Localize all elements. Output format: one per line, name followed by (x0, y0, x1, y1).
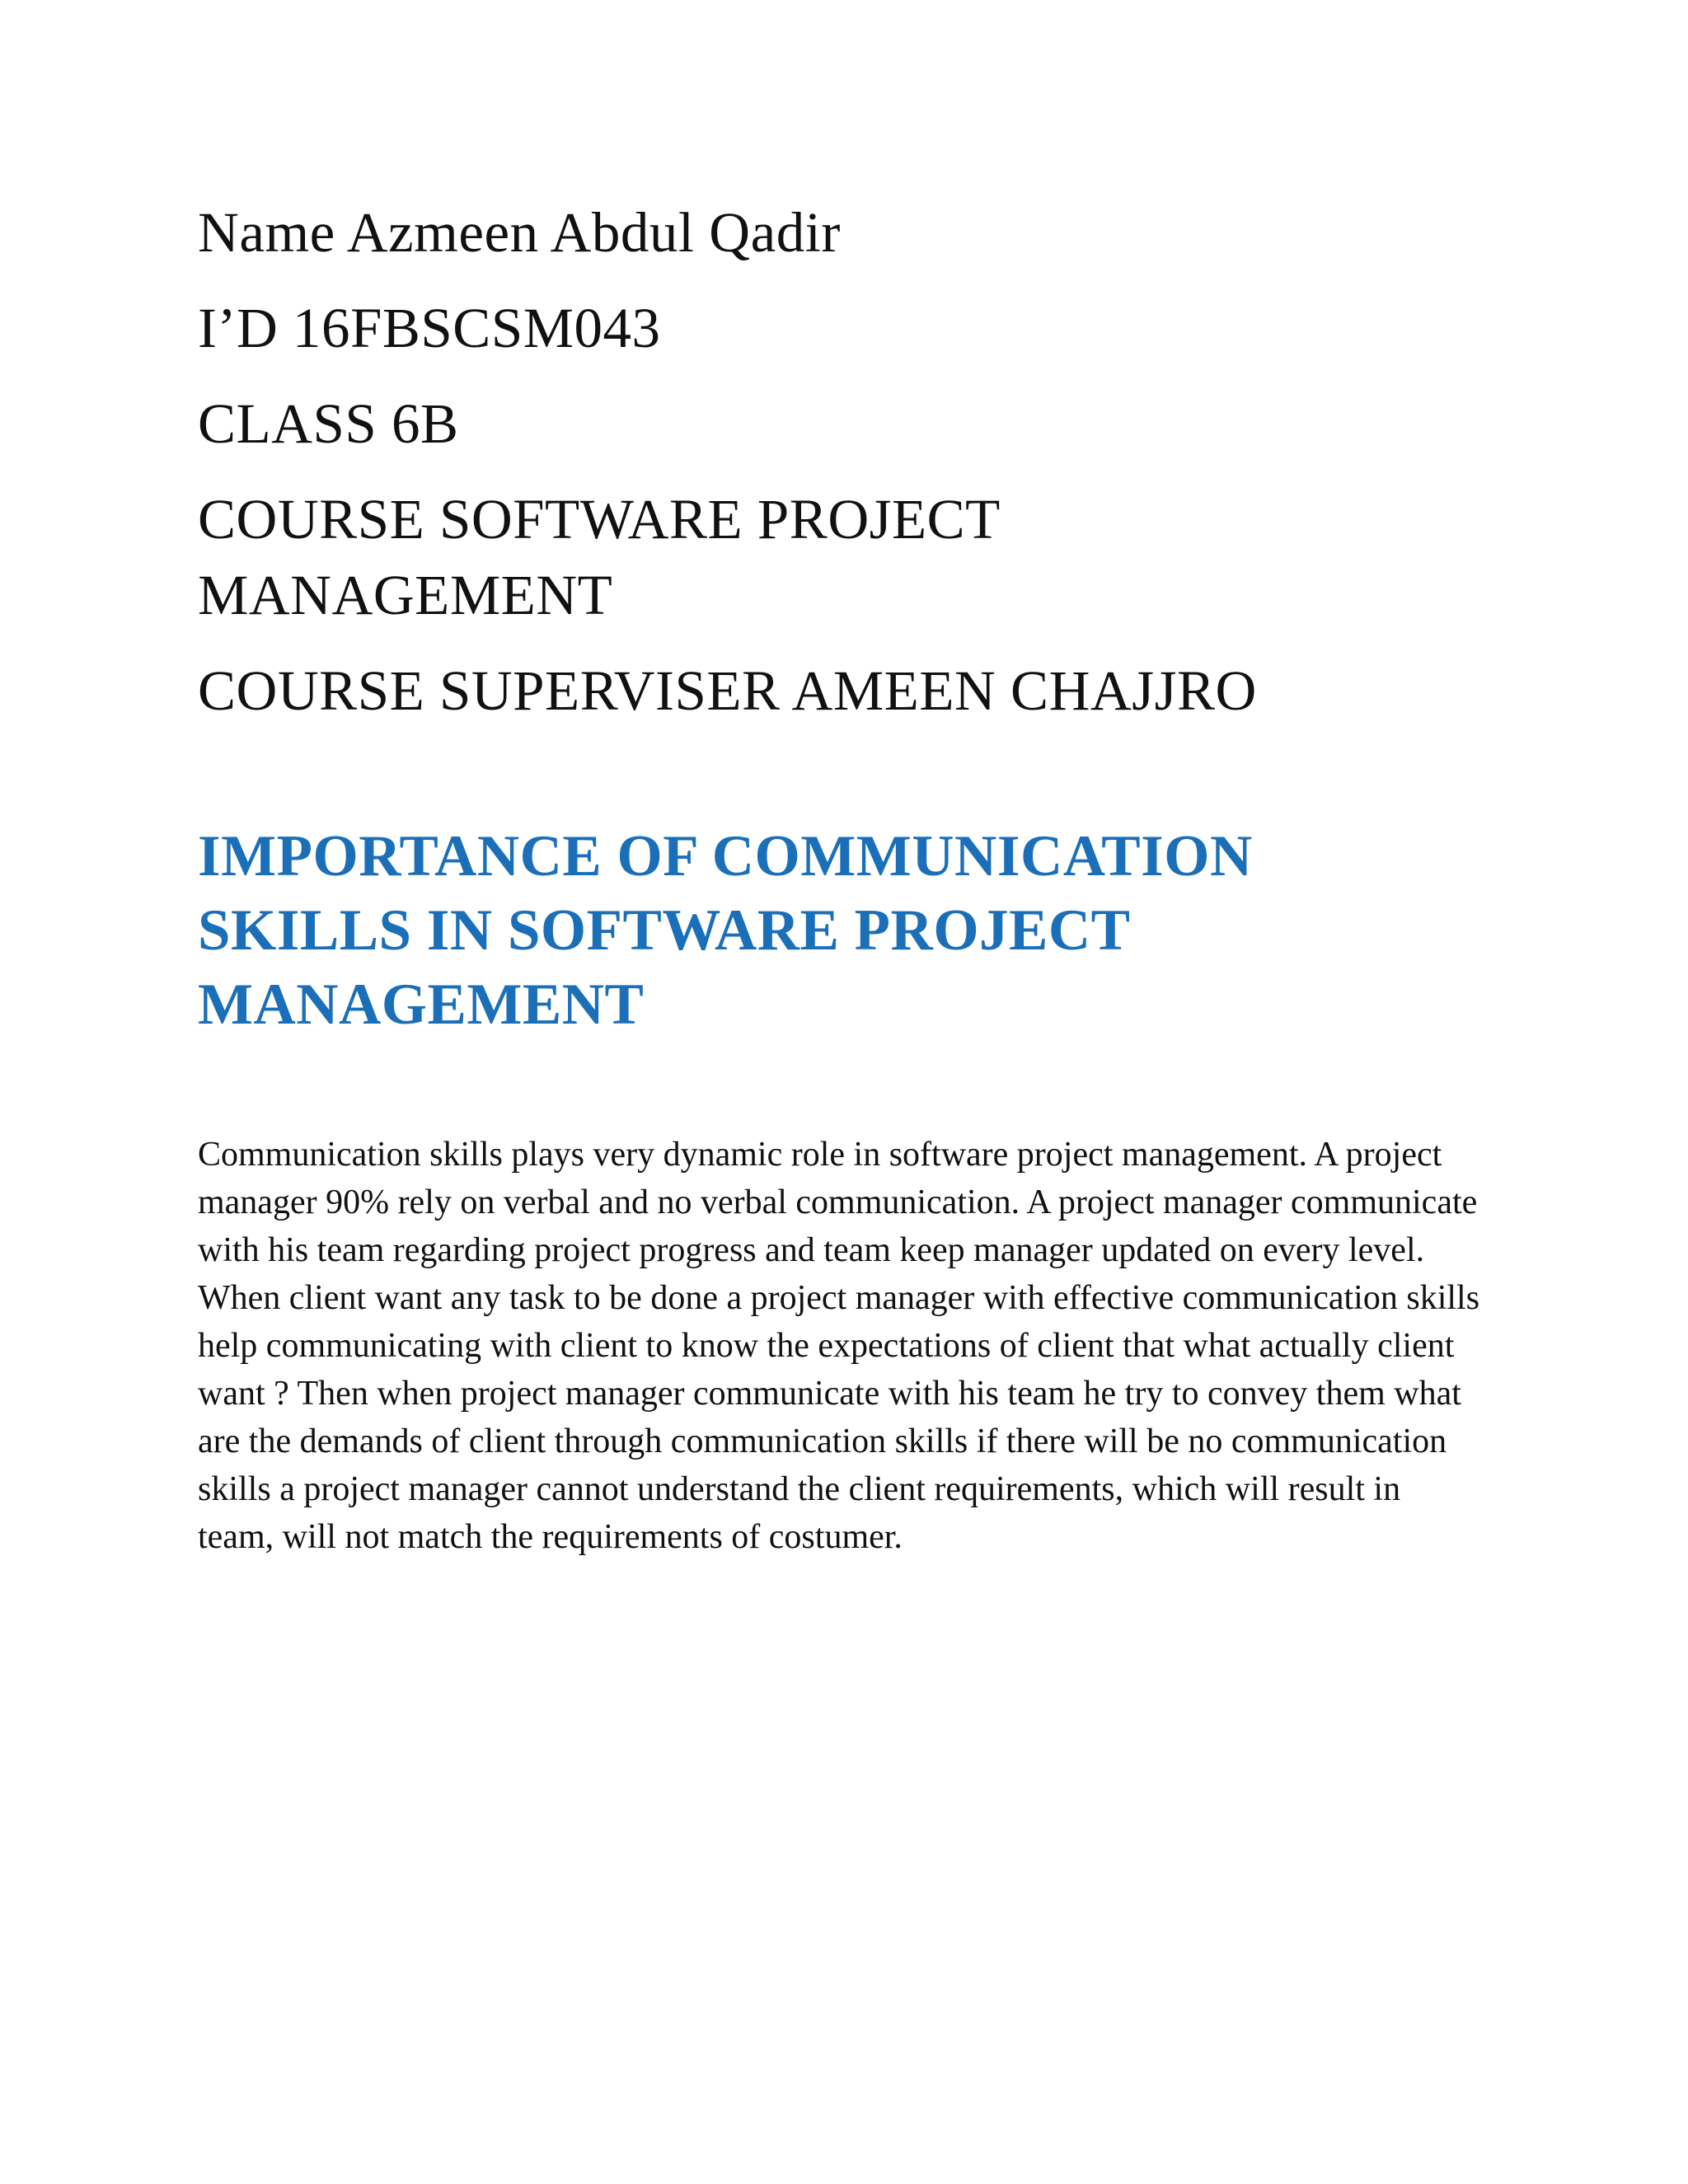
course-name: COURSE SOFTWARE PROJECT MANAGEMENT (198, 488, 1000, 626)
section-heading: IMPORTANCE OF COMMUNICATION SKILLS IN SOFTWARE PROJECT MANAGEMENT (198, 824, 1253, 1037)
student-class: CLASS 6B (198, 392, 459, 455)
body-paragraph: Communication skills plays very dynamic role in software project management. A project manager 90% rely on verbal and no verbal communication. A project manager communicate with his team regarding project progress and team keep manager updated on every level. When client want any task to be done a project manager with effective communication skills help communicating with client to know the expectations of client that what actually client want ? Then when project manager communicate with his team he try to convey them what are the demands of client through communication skills if there will be no communication skills a project manager cannot understand the client requirements, which will result in team, will not match the requirements of costumer. (198, 1136, 1480, 1556)
document-content (198, 194, 1492, 1561)
course-supervisor: COURSE SUPERVISER AMEEN CHAJJRO (198, 659, 1257, 722)
student-name: Name Azmeen Abdul Qadir (198, 201, 841, 264)
student-id: I’D 16FBSCSM043 (198, 297, 661, 359)
